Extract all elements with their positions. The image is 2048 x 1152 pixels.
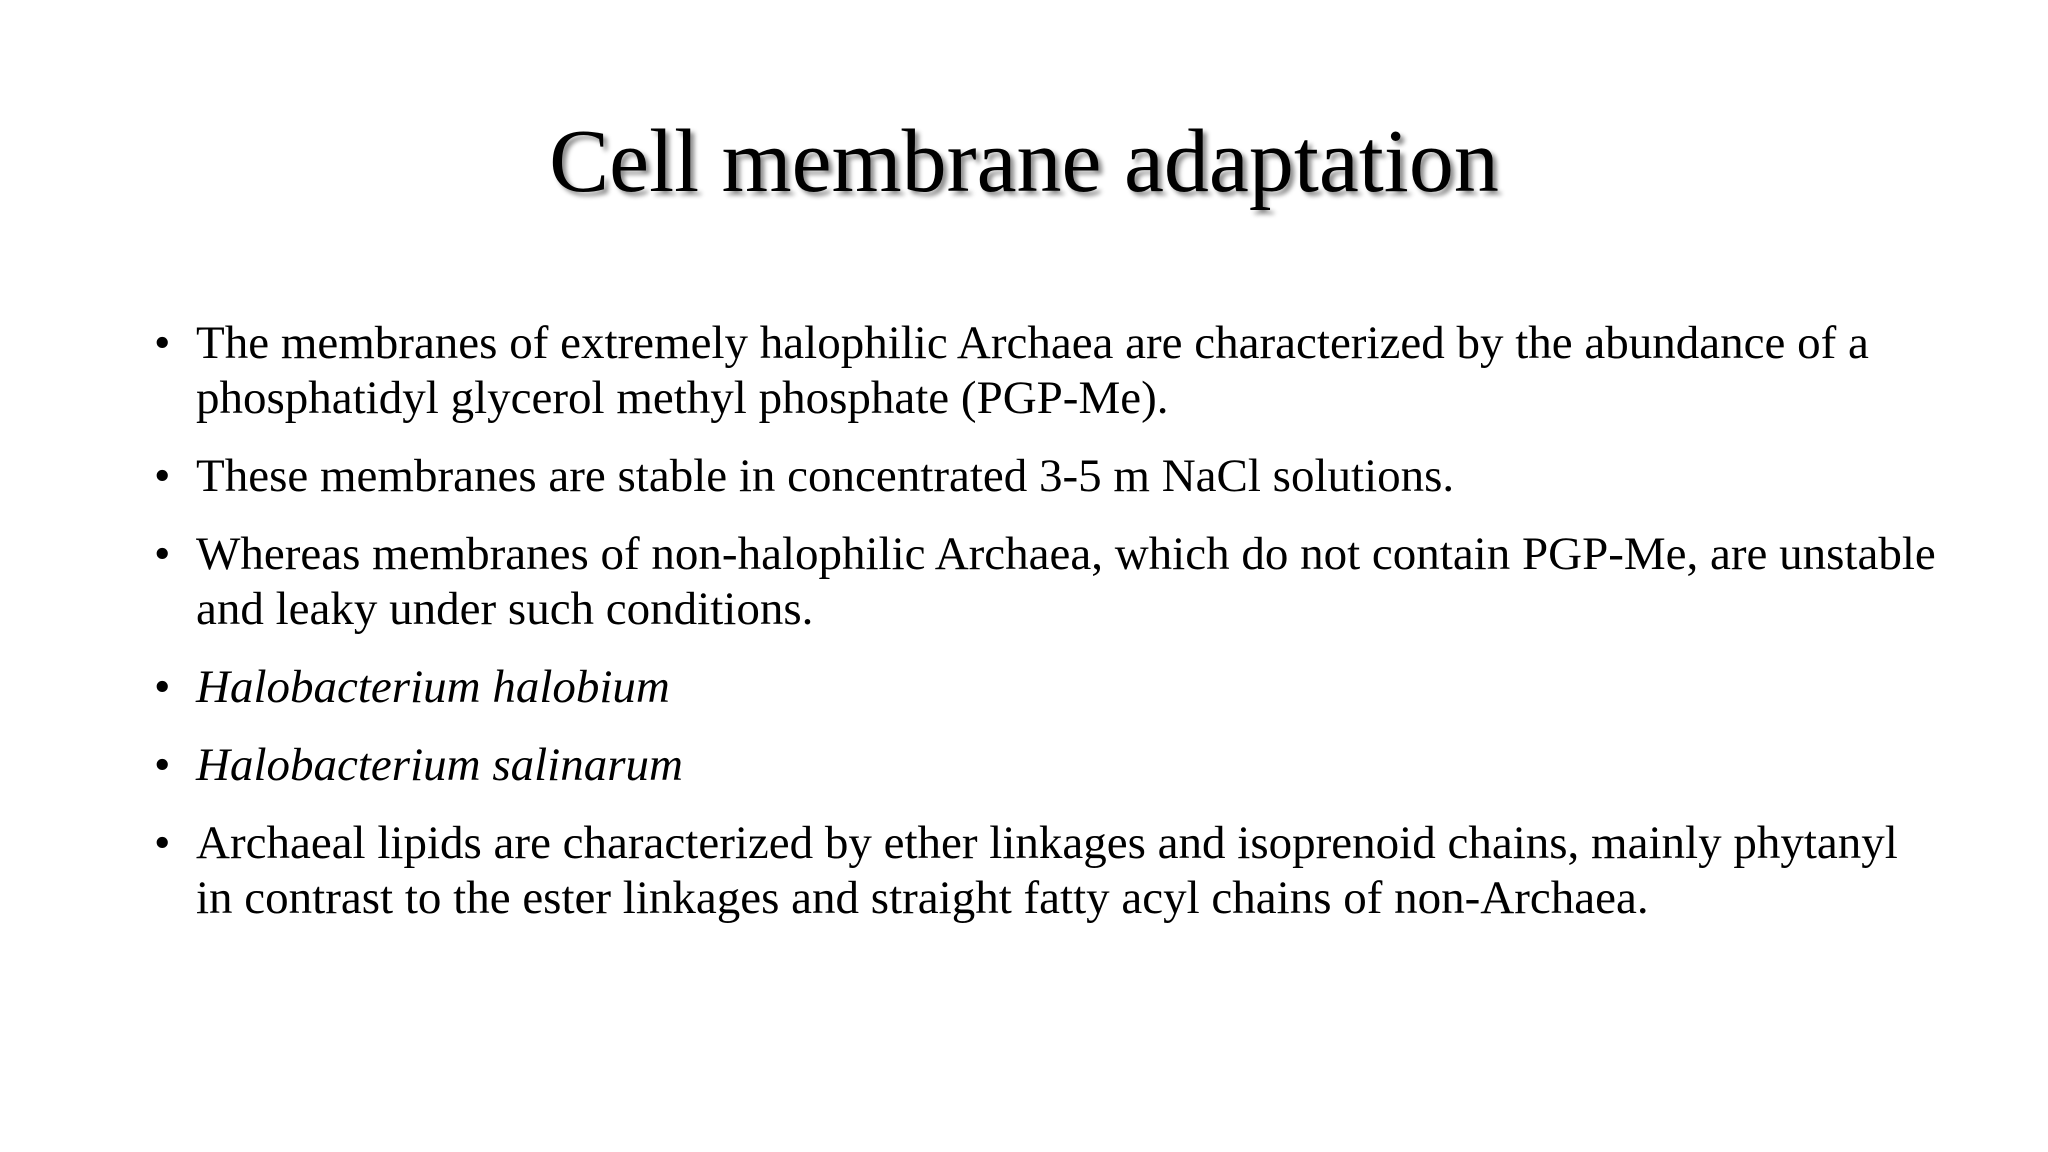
bullet-icon: • bbox=[154, 739, 171, 791]
slide-title: Cell membrane adaptation bbox=[549, 112, 1499, 211]
bullet-item bbox=[148, 660, 1938, 715]
bullet-text: The membranes of extremely halophilic Archaea are characterized by the abundance of a phosphatidyl glycerol methyl phosphate (PGP-Me). bbox=[196, 317, 1869, 424]
bullet-text: Whereas membranes of non-halophilic Archaea, which do not contain PGP-Me, are unstable and leaky under such conditions. bbox=[196, 528, 1936, 635]
bullet-icon: • bbox=[154, 317, 171, 369]
bullet-item bbox=[148, 738, 1938, 793]
bullet-text: Archaeal lipids are characterized by ether linkages and isoprenoid chains, mainly phytanyl in contrast to the ester linkages and straight fatty acyl chains of non-Archaea. bbox=[196, 817, 1898, 924]
bullet-icon: • bbox=[154, 661, 171, 713]
bullet-icon: • bbox=[154, 817, 171, 869]
bullet-text: These membranes are stable in concentrated 3-5 m NaCl solutions. bbox=[196, 450, 1455, 502]
bullet-item bbox=[148, 527, 1938, 637]
bullet-item bbox=[148, 316, 1938, 426]
bullet-icon: • bbox=[154, 450, 171, 502]
bullet-list bbox=[148, 316, 1938, 949]
bullet-item bbox=[148, 449, 1938, 504]
bullet-text-species: Halobacterium halobium bbox=[196, 661, 670, 713]
bullet-text-species: Halobacterium salinarum bbox=[196, 739, 683, 791]
bullet-icon: • bbox=[154, 528, 171, 580]
bullet-item bbox=[148, 816, 1938, 926]
